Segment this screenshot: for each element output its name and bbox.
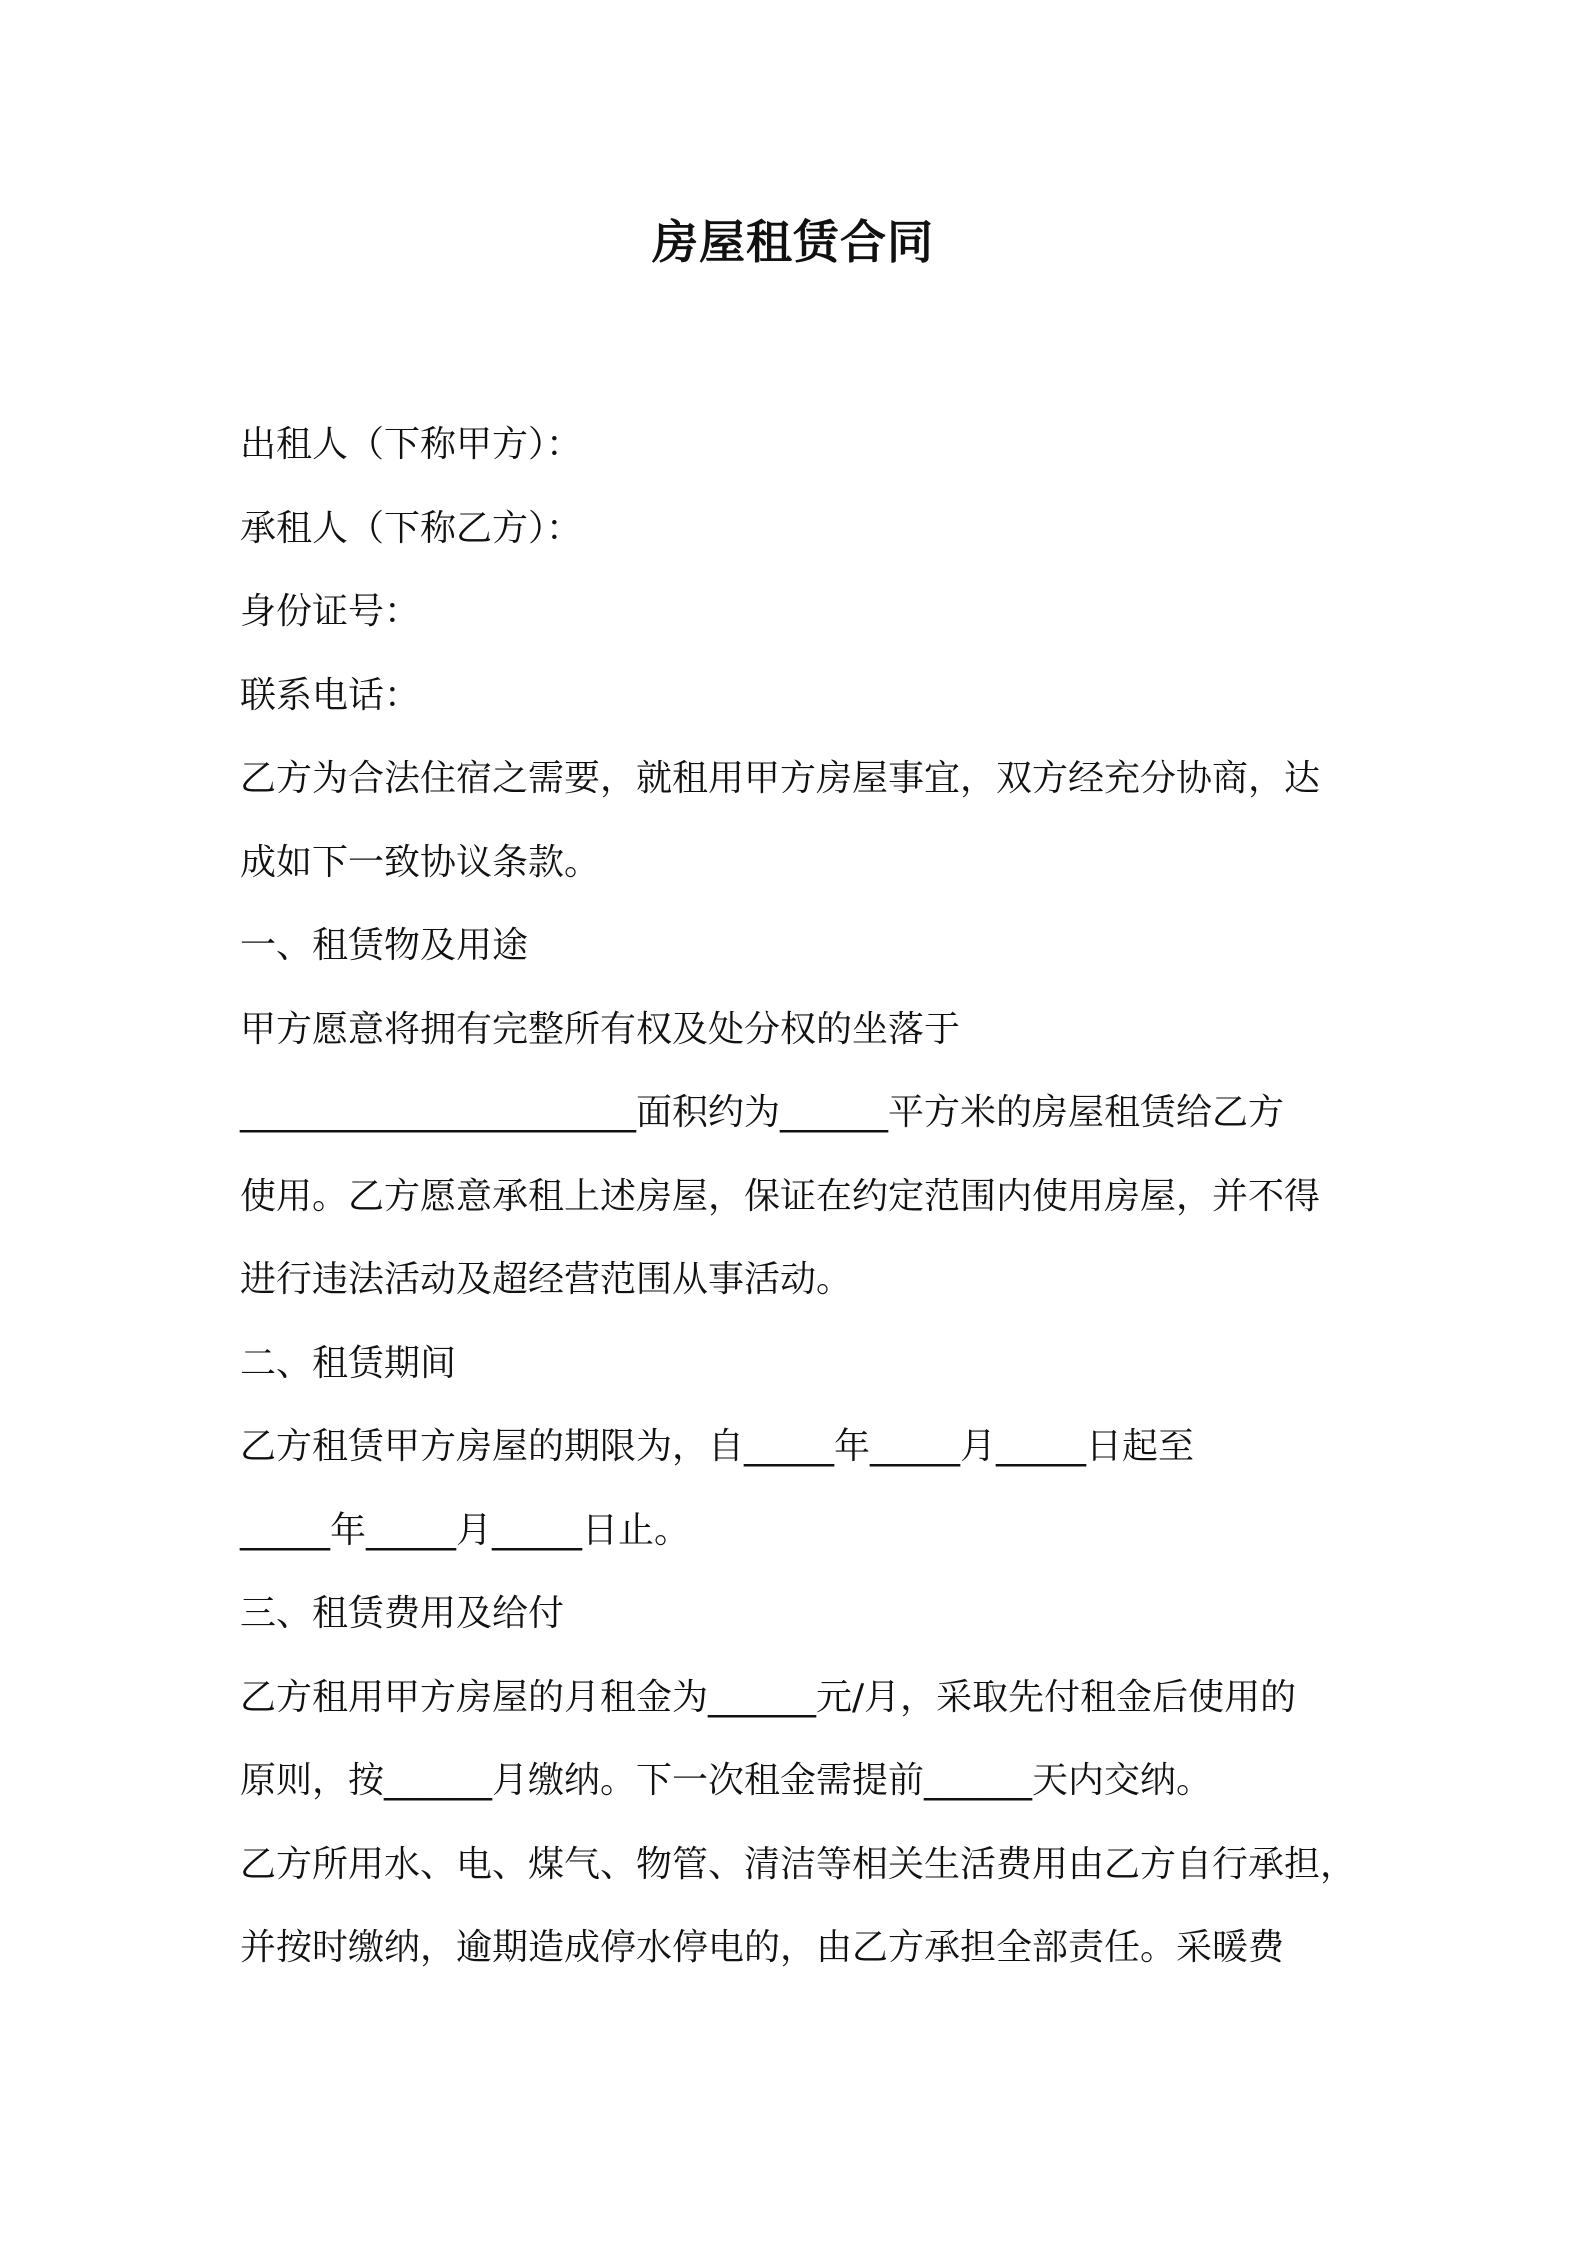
paragraph-line: 乙方租赁甲方房屋的期限为，自_____年_____月_____日起至 — [240, 1426, 1195, 1467]
paragraph-line: 乙方所用水、电、煤气、物管、清洁等相关生活费用由乙方自行承担， — [240, 1843, 1357, 1885]
preamble-line: 乙方为合法住宿之需要，就租用甲方房屋事宜，双方经充分协商，达 — [240, 758, 1321, 799]
paragraph-line: 甲方愿意将拥有完整所有权及处分权的坐落于 — [240, 1008, 961, 1050]
landlord-line: 出租人（下称甲方）： — [240, 424, 583, 465]
paragraph-line: 原则，按______月缴纳。下一次租金需提前______天内交纳。 — [240, 1760, 1213, 1801]
paragraph-line: ______________________面积约为______平方米的房屋租赁给乙方 — [240, 1092, 1285, 1133]
section-heading: 三、租赁费用及给付 — [240, 1593, 565, 1634]
paragraph-line: 并按时缴纳，逾期造成停水停电的，由乙方承担全部责任。采暖费 — [240, 1927, 1285, 1968]
paragraph-line: 使用。乙方愿意承租上述房屋，保证在约定范围内使用房屋，并不得 — [240, 1175, 1321, 1217]
document-title: 房屋租赁合同 — [652, 215, 934, 269]
tenant-line: 承租人（下称乙方）： — [240, 507, 583, 549]
id-number-line: 身份证号： — [240, 591, 421, 632]
section-heading: 二、租赁期间 — [240, 1342, 457, 1384]
paragraph-line: _____年_____月_____日止。 — [240, 1509, 691, 1551]
paragraph-line: 进行违法活动及超经营范围从事活动。 — [240, 1259, 853, 1300]
preamble-line: 成如下一致协议条款。 — [240, 841, 601, 883]
section-heading: 一、租赁物及用途 — [240, 925, 529, 966]
phone-line: 联系电话： — [240, 674, 421, 716]
paragraph-line: 乙方租用甲方房屋的月租金为______元/月，采取先付租金后使用的 — [240, 1676, 1297, 1718]
document-body — [240, 403, 1360, 1990]
